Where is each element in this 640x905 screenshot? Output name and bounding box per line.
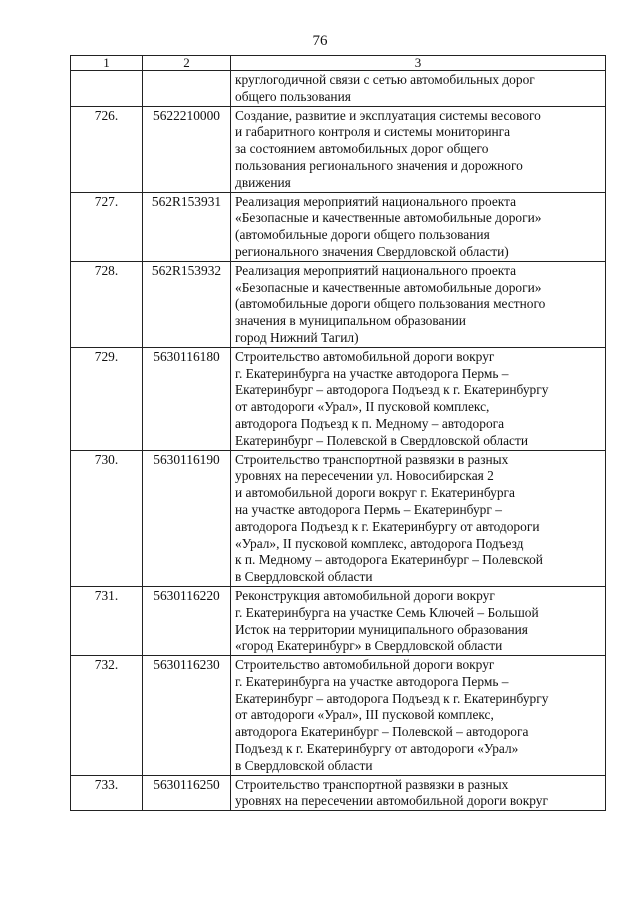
table-row: [71, 586, 606, 655]
table-row: [71, 106, 606, 192]
table-row: [71, 261, 606, 347]
row-number-cell: [71, 71, 143, 107]
row-number: 727.: [71, 192, 143, 261]
row-number: 731.: [71, 586, 143, 655]
column-header-2: 2: [143, 56, 231, 71]
row-number: 733.: [71, 775, 143, 811]
table-row: [71, 450, 606, 586]
row-code: 5630116220: [143, 586, 231, 655]
row-code: 562R153932: [143, 261, 231, 347]
row-code: 5630116250: [143, 775, 231, 811]
row-code-cell: [143, 71, 231, 107]
row-code: 562R153931: [143, 192, 231, 261]
row-code: 5630116180: [143, 347, 231, 450]
table-row-continuation: [71, 71, 606, 107]
page-number: 76: [312, 33, 328, 49]
column-header-3: 3: [231, 56, 606, 71]
row-description: Строительство автомобильной дороги вокруг г. Екатеринбурга на участке автодорога Пермь – Екатеринбург – автодорога Подъезд к г. Екатеринбургу от автодороги «Урал», III пусковой комплекс, автодорога Екатеринбург – Полевской – автодорога Подъезд к г. Екатеринбургу от автодороги «Урал» в Свердловской области: [231, 656, 606, 776]
table-row: [71, 656, 606, 776]
row-description: круглогодичной связи с сетью автомобильных дорог общего пользования: [231, 71, 606, 107]
row-number: 730.: [71, 450, 143, 586]
table-row: [71, 775, 606, 811]
row-description: Реализация мероприятий национального проекта «Безопасные и качественные автомобильные дороги» (автомобильные дороги общего пользования регионального значения Свердловской области): [231, 192, 606, 261]
column-header-1: 1: [71, 56, 143, 71]
row-description: Создание, развитие и эксплуатация системы весового и габаритного контроля и системы мониторинга за состоянием автомобильных дорог общего пользования регионального значения и дорожного движения: [231, 106, 606, 192]
row-number: 726.: [71, 106, 143, 192]
budget-classification-table: [70, 55, 606, 811]
row-description: Реконструкция автомобильной дороги вокруг г. Екатеринбурга на участке Семь Ключей – Большой Исток на территории муниципального образования «город Екатеринбург» в Свердловской области: [231, 586, 606, 655]
row-description: Строительство транспортной развязки в разных уровнях на пересечении автомобильной дороги вокруг: [231, 775, 606, 811]
row-code: 5622210000: [143, 106, 231, 192]
row-code: 5630116190: [143, 450, 231, 586]
row-code: 5630116230: [143, 656, 231, 776]
table-header-row: [71, 56, 606, 71]
row-description: Строительство транспортной развязки в разных уровнях на пересечении ул. Новосибирская 2 и автомобильной дороги вокруг г. Екатеринбурга на участке автодорога Пермь – Екатеринбург – автодорога Подъезд к г. Екатеринбургу от автодороги «Урал», II пусковой комплекс, автодорога Подъезд к п. Медному – автодорога Екатеринбург – Полевской в Свердловской области: [231, 450, 606, 586]
table-row: [71, 347, 606, 450]
table-row: [71, 192, 606, 261]
row-description: Реализация мероприятий национального проекта «Безопасные и качественные автомобильные дороги» (автомобильные дороги общего пользования местного значения в муниципальном образовании город Нижний Тагил): [231, 261, 606, 347]
row-number: 732.: [71, 656, 143, 776]
row-number: 728.: [71, 261, 143, 347]
row-number: 729.: [71, 347, 143, 450]
row-description: Строительство автомобильной дороги вокруг г. Екатеринбурга на участке автодорога Пермь – Екатеринбург – автодорога Подъезд к г. Екатеринбургу от автодороги «Урал», II пусковой комплекс, автодорога Подъезд к п. Медному – автодорога Екатеринбург – Полевской в Свердловской области: [231, 347, 606, 450]
